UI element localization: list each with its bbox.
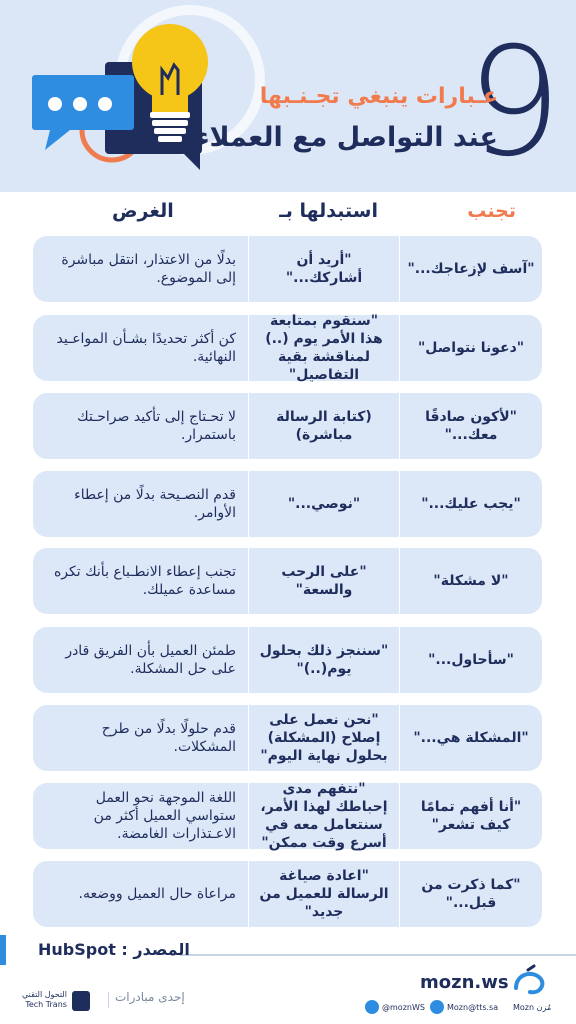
avoid-phrase: "أنا أفهم تمامًا كيف تشعر" (420, 799, 522, 833)
avoid-phrase: "دعونا نتواصل" (417, 340, 525, 356)
avoid-phrase: "آسف لإزعاجك..." (407, 261, 535, 277)
source-label: المصدر : HubSpot (38, 940, 190, 959)
table-row (33, 315, 542, 381)
table-row (33, 236, 542, 302)
replacement-phrase: (كتابة الرسالة مباشرة) (248, 393, 400, 459)
replacement-phrase: "سننجز ذلك بحلول يوم(..)" (248, 627, 400, 693)
twitter-icon[interactable] (365, 1000, 379, 1014)
mozn-logo-text (513, 1003, 551, 1012)
column-header-purpose: الغرض (112, 200, 174, 222)
replacement-phrase: "اعادة صياغة الرسالة للعميل من جديد" (248, 861, 400, 927)
header-illustration (0, 0, 300, 192)
table-row (33, 548, 542, 614)
column-header-avoid: تجنب (467, 200, 516, 222)
avoid-phrase: "لا مشكلة" (433, 573, 509, 589)
purpose-text: اللغة الموجهة نحو العمل ستواسي العميل أكثر من الاعـتذارات الغامضة. (93, 790, 236, 842)
email-icon[interactable] (430, 1000, 444, 1014)
mozn-logo-en: Mozn (513, 1003, 535, 1012)
table-row (33, 393, 542, 459)
mozn-logo (510, 964, 550, 1000)
replacement-phrase: "نتفهم مدى إحباطك لهذا الأمر، سنتعامل معه في أسرع وقت ممكن" (248, 783, 400, 849)
avoid-phrase: "المشكلة هي..." (413, 730, 529, 746)
title-number: 9 (466, 16, 562, 190)
column-headers (0, 200, 576, 230)
partner-name (22, 990, 67, 1010)
avoid-phrase: "لأكون صادقًا معك..." (425, 409, 517, 443)
purpose-text: قدم النصـيحة بدلًا من إعطاء الأوامر. (74, 487, 236, 521)
footer-separator (108, 992, 109, 1008)
footer-divider (180, 954, 576, 956)
avoid-phrase: "يجب عليك..." (421, 496, 521, 512)
purpose-text: لا تحـتاج إلى تأكيد صراحـتك باستمرار. (77, 409, 236, 443)
table-row (33, 783, 542, 849)
twitter-handle[interactable]: @moznWS (382, 1003, 425, 1012)
title-line-2: عند التواصل مع العملاء (195, 122, 498, 153)
replacement-phrase: "أريد أن أشاركك..." (248, 236, 400, 302)
table-row (33, 471, 542, 537)
purpose-text: تجنب إعطاء الانطـباع بأنك تكره مساعدة عميلك. (53, 564, 236, 598)
purpose-text: مراعاة حال العميل ووضعه. (78, 886, 236, 902)
purpose-text: طمئن العميل بأن الفريق قادر على حل المشكلة. (65, 643, 236, 677)
replacement-phrase: "نوصي..." (248, 471, 400, 537)
purpose-text: بدلًا من الاعتذار، انتقل مباشرة إلى الموضوع. (61, 252, 236, 286)
source-bar (0, 935, 34, 965)
replacement-phrase: "سنقوم بمتابعة هذا الأمر يوم (..) لمناقشة بقية التفاصيل" (248, 315, 400, 381)
tech-trans-logo (72, 991, 90, 1011)
table-row (33, 705, 542, 771)
column-header-replace: استبدلها بـ (279, 200, 378, 222)
replacement-phrase: "نحن نعمل على إصلاح (المشكلة) بحلول نهاية اليوم" (248, 705, 400, 771)
avoid-phrase: "كما ذكرت من قبل..." (421, 877, 521, 911)
brand-url[interactable]: mozn.ws (420, 972, 509, 993)
table-row (33, 627, 542, 693)
mozn-logo-ar: مُزن (536, 1003, 552, 1012)
purpose-text: كن أكثر تحديدًا بشـأن المواعـيد النهائية. (56, 331, 236, 365)
title-line-1: عـبارات ينبغي تجـنـبها (259, 84, 498, 109)
email-address[interactable]: Mozn@tts.sa (447, 1003, 499, 1012)
replacement-phrase: "على الرحب والسعة" (248, 548, 400, 614)
header-banner (0, 0, 576, 192)
partner-name-ar: التحول التقني (22, 990, 67, 999)
table-row (33, 861, 542, 927)
partner-name-en: Tech Trans (25, 1000, 67, 1009)
avoid-phrase: "سأحاول..." (428, 652, 514, 668)
initiative-label: إحدى مبادرات (115, 990, 185, 1004)
purpose-text: قدم حلولًا بدلًا من طرح المشكلات. (101, 721, 236, 755)
